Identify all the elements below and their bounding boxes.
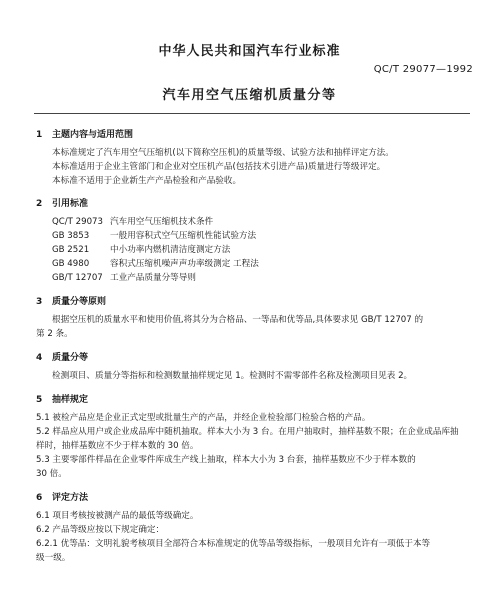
clause: 6.1 项目考核按被测产品的最低等级确定。 [36, 511, 199, 521]
document-title: 汽车用空气压缩机质量分等 [162, 88, 337, 103]
section-number: 3 [36, 297, 43, 307]
reference-code: GB/T 12707 [52, 273, 103, 283]
section-number: 2 [36, 199, 43, 209]
clause: 5.3 主要零部件样品在企业零件库成生产线上抽取，样本大小为 3 台套，抽样基数应不少于样本数的 [36, 455, 416, 465]
reference-code: QC/T 29073 [52, 217, 103, 227]
section-2-heading [36, 196, 88, 209]
section-title: 质量分等原则 [52, 297, 107, 307]
section-title: 引用标准 [52, 199, 89, 209]
clause: 5.1 被检产品应是企业正式定型或批量生产的产品，并经企业检验部门检验合格的产品。 [36, 413, 371, 423]
reference-name: 容积式压缩机噪声声功率级测定 工程法 [110, 259, 259, 269]
section-1-heading [36, 127, 133, 140]
section-number: 6 [36, 493, 43, 503]
paragraph-continued: 第 2 条。 [36, 329, 73, 339]
reference-code: GB 3853 [52, 231, 90, 241]
reference-name: 汽车用空气压缩机技术条件 [110, 217, 214, 227]
reference-item [52, 257, 259, 271]
clause-continued: 级一级。 [36, 553, 71, 563]
section-6-heading [36, 490, 88, 503]
section-title: 评定方法 [52, 493, 89, 503]
clause: 6.2.1 优等品：文明礼貌考核项目全部符合本标准规定的优等品等级指标，一般项目允许有一项低于本等 [36, 539, 431, 549]
reference-name: 中小功率内燃机清洁度测定方法 [110, 245, 231, 255]
section-4-heading [36, 350, 88, 363]
paragraph: 本标准适用于企业主管部门和企业对空压机产品(包括技术引进产品)质量进行等级评定。 [52, 162, 386, 172]
reference-code: GB 2521 [52, 245, 90, 255]
section-number: 1 [36, 130, 43, 140]
section-title: 主题内容与适用范围 [52, 130, 134, 140]
reference-name: 一般用容积式空气压缩机性能试验方法 [110, 231, 257, 241]
section-number: 4 [36, 353, 43, 363]
clause-continued: 30 倍。 [36, 469, 67, 479]
section-5-heading [36, 392, 88, 405]
section-title: 质量分等 [52, 353, 89, 363]
reference-item [52, 271, 196, 285]
standard-number: QC/T 29077—1992 [373, 64, 473, 75]
clause-continued: 样时，抽样基数应不少于样本数的 30 倍。 [36, 441, 199, 451]
header-divider [34, 113, 470, 114]
section-title: 抽样规定 [52, 395, 89, 405]
paragraph: 根据空压机的质量水平和使用价值,将其分为合格品、一等品和优等品,具体要求见 GB/T 12707 的 [52, 315, 424, 325]
paragraph: 本标准不适用于企业新生产产品检验和产品验收。 [52, 176, 242, 186]
clause: 5.2 样品应从用户或企业成品库中随机抽取。样本大小为 3 台。在用户抽取时，抽样基数不限；在企业成品库抽 [36, 427, 459, 437]
reference-item [52, 229, 256, 243]
paragraph: 检测项目、质量分等指标和检测数量抽样规定见 1。检测时不需零部件名称及检测项目见表 2。 [52, 371, 413, 381]
reference-item [52, 215, 213, 229]
reference-name: 工业产品质量分等导则 [110, 273, 196, 283]
paragraph: 本标准规定了汽车用空气压缩机(以下简称空压机)的质量等级、试验方法和抽样评定方法。 [52, 148, 394, 158]
reference-item [52, 243, 230, 257]
clause: 6.2 产品等级应按以下规定确定： [36, 525, 165, 535]
section-number: 5 [36, 395, 43, 405]
standard-org-title: 中华人民共和国汽车行业标准 [158, 44, 341, 59]
reference-code: GB 4980 [52, 259, 90, 269]
section-3-heading [36, 294, 106, 307]
